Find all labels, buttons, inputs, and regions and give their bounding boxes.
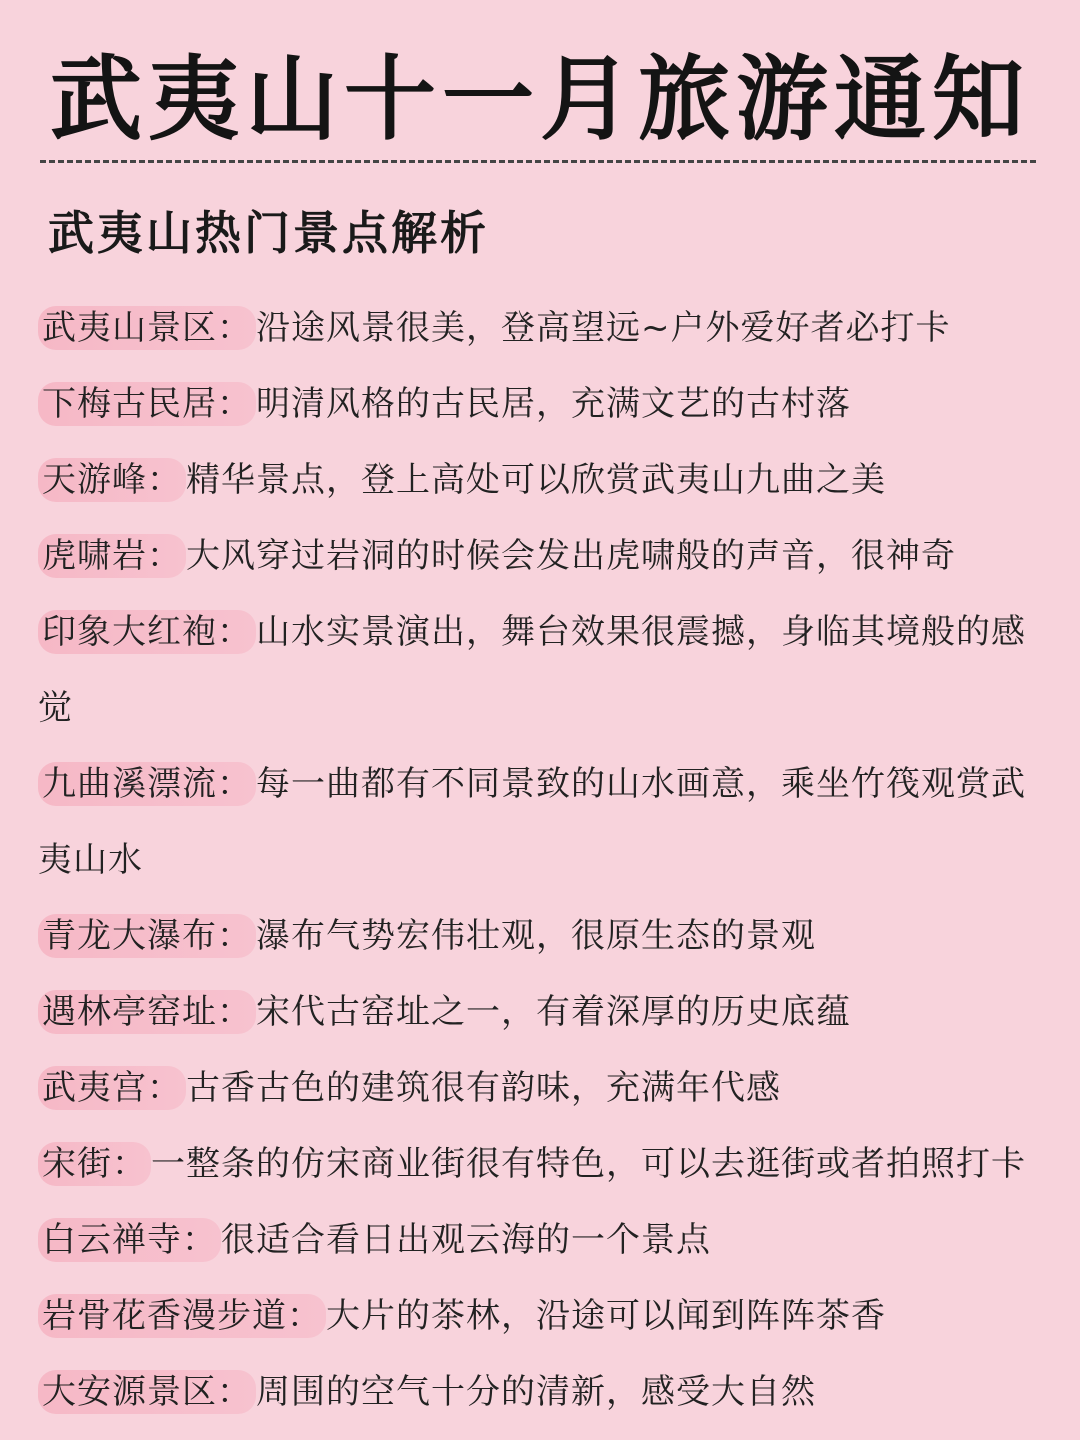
page-title: 武夷山十一月旅游通知	[49, 46, 1030, 153]
attraction-description: 沿途风景很美，登高望远~户外爱好者必打卡	[256, 308, 951, 348]
attraction-description: 很适合看日出观云海的一个景点	[221, 1220, 711, 1260]
dashed-divider	[40, 160, 1036, 163]
list-item	[38, 974, 1048, 1050]
attraction-name: 虎啸岩：	[38, 534, 186, 578]
attraction-description: 大风穿过岩洞的时候会发出虎啸般的声音，很神奇	[186, 536, 956, 576]
attraction-description: 明清风格的古民居，充满文艺的古村落	[256, 384, 851, 424]
list-item	[38, 898, 1048, 974]
list-item	[38, 594, 1048, 746]
attraction-description: 古香古色的建筑很有韵味，充满年代感	[186, 1068, 781, 1108]
attraction-description: 大片的茶林，沿途可以闻到阵阵茶香	[326, 1296, 886, 1336]
attraction-description: 一整条的仿宋商业街很有特色，可以去逛街或者拍照打卡	[151, 1144, 1026, 1184]
attraction-name: 天游峰：	[38, 458, 186, 502]
attraction-description: 瀑布气势宏伟壮观，很原生态的景观	[256, 916, 816, 956]
attraction-list	[38, 290, 1048, 1430]
attraction-name: 遇林亭窑址：	[38, 990, 256, 1034]
list-item	[38, 1126, 1048, 1202]
list-item	[38, 746, 1048, 898]
attraction-name: 下梅古民居：	[38, 382, 256, 426]
list-item	[38, 518, 1048, 594]
list-item	[38, 1354, 1048, 1430]
attraction-description: 周围的空气十分的清新，感受大自然	[256, 1372, 816, 1412]
list-item	[38, 442, 1048, 518]
list-item	[38, 366, 1048, 442]
attraction-description: 每一曲都有不同景致的山水画意，乘坐竹筏观赏武夷山水	[38, 764, 1026, 880]
attraction-description: 精华景点，登上高处可以欣赏武夷山九曲之美	[186, 460, 886, 500]
attraction-description: 山水实景演出，舞台效果很震撼，身临其境般的感觉	[38, 612, 1026, 728]
attraction-name: 九曲溪漂流：	[38, 762, 256, 806]
list-item	[38, 1278, 1048, 1354]
attraction-name: 青龙大瀑布：	[38, 914, 256, 958]
list-item	[38, 1202, 1048, 1278]
section-heading: 武夷山热门景点解析	[48, 206, 489, 260]
attraction-name: 大安源景区：	[38, 1370, 256, 1414]
attraction-name: 武夷山景区：	[38, 306, 256, 350]
list-item	[38, 1050, 1048, 1126]
attraction-name: 武夷宫：	[38, 1066, 186, 1110]
attraction-name: 白云禅寺：	[38, 1218, 221, 1262]
attraction-description: 宋代古窑址之一，有着深厚的历史底蕴	[256, 992, 851, 1032]
attraction-name: 岩骨花香漫步道：	[38, 1294, 326, 1338]
attraction-name: 印象大红袍：	[38, 610, 256, 654]
attraction-name: 宋街：	[38, 1142, 151, 1186]
list-item	[38, 290, 1048, 366]
